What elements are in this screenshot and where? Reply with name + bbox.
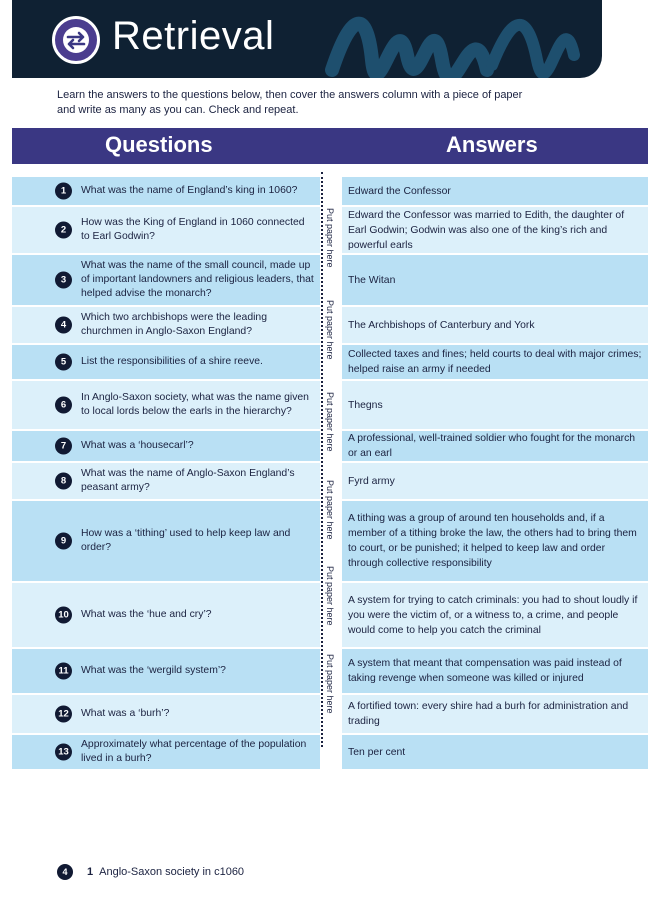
- question-number-badge: 7: [55, 438, 72, 455]
- table-row: [12, 735, 648, 769]
- put-paper-label: Put paper here: [325, 480, 335, 540]
- question-cell: [12, 381, 320, 429]
- put-paper-label: Put paper here: [325, 300, 335, 360]
- question-number-badge: 13: [55, 744, 72, 761]
- question-cell: [12, 695, 320, 733]
- swap-arrows-icon: [52, 16, 100, 64]
- answer-cell: Collected taxes and fines; held courts to deal with major crimes; helped raise an army if needed: [342, 345, 648, 379]
- question-text: What was the name of Anglo-Saxon England’s peasant army?: [81, 468, 295, 493]
- page-footer: [57, 864, 244, 880]
- question-cell: [12, 501, 320, 581]
- question-cell: [12, 255, 320, 305]
- question-number-badge: 5: [55, 354, 72, 371]
- table-row: [12, 177, 648, 205]
- question-number-badge: 8: [55, 473, 72, 490]
- questions-header: Questions: [105, 132, 213, 157]
- question-text: Approximately what percentage of the population lived in a burh?: [81, 739, 307, 764]
- answer-cell: A system for trying to catch criminals: you had to shout loudly if you were the victim of, or a witness to, a crime, and people would come to help you catch the criminal: [342, 583, 648, 647]
- question-number-badge: 12: [55, 706, 72, 723]
- question-cell: [12, 207, 320, 253]
- question-text: What was the name of England’s king in 1060?: [81, 185, 298, 196]
- question-cell: [12, 177, 320, 205]
- answer-cell: Thegns: [342, 381, 648, 429]
- put-paper-label: Put paper here: [325, 392, 335, 452]
- question-text: List the responsibilities of a shire reeve.: [81, 356, 263, 367]
- question-text: How was a ‘tithing’ used to help keep law and order?: [81, 528, 291, 553]
- question-text: In Anglo-Saxon society, what was the name given to local lords below the earls in the hierarchy?: [81, 392, 309, 417]
- answer-cell: A professional, well-trained soldier who fought for the monarch or an earl: [342, 431, 648, 461]
- question-number-badge: 10: [55, 607, 72, 624]
- brush-stroke-decoration: [312, 0, 602, 78]
- question-cell: [12, 431, 320, 461]
- chapter-number: 1: [87, 866, 94, 878]
- answer-cell: The Witan: [342, 255, 648, 305]
- question-cell: [12, 735, 320, 769]
- question-text: What was the ‘hue and cry’?: [81, 609, 212, 620]
- question-number-badge: 11: [55, 663, 72, 680]
- question-text: What was a ‘burh’?: [81, 708, 170, 719]
- question-number-badge: 4: [55, 317, 72, 334]
- question-number-badge: 6: [55, 397, 72, 414]
- answer-cell: A fortified town: every shire had a burh for administration and trading: [342, 695, 648, 733]
- paper-divider: [321, 172, 323, 747]
- question-number-badge: 1: [55, 183, 72, 200]
- page-title: Retrieval: [112, 14, 275, 58]
- answer-cell: Edward the Confessor was married to Edith, the daughter of Earl Godwin; Godwin was also one of the king’s rich and powerful earls: [342, 207, 648, 253]
- question-cell: [12, 345, 320, 379]
- answer-cell: Edward the Confessor: [342, 177, 648, 205]
- put-paper-label: Put paper here: [325, 654, 335, 714]
- question-text: Which two archbishops were the leading churchmen in Anglo-Saxon England?: [81, 312, 267, 337]
- question-text: What was the ‘wergild system’?: [81, 665, 226, 676]
- answer-cell: A tithing was a group of around ten households and, if a member of a tithing broke the law, the others had to bring them to court, or be punished; it helped to keep law and order through collective responsibility: [342, 501, 648, 581]
- question-text: What was a ‘housecarl’?: [81, 440, 194, 451]
- instructions: Learn the answers to the questions below, then cover the answers column with a piece of paper and write as many as you can. Check and repeat.: [57, 89, 523, 116]
- question-number-badge: 2: [55, 222, 72, 239]
- table-header: [12, 128, 648, 164]
- question-cell: [12, 649, 320, 693]
- question-number-badge: 3: [55, 272, 72, 289]
- answers-header: Answers: [446, 132, 538, 157]
- answer-cell: Fyrd army: [342, 463, 648, 499]
- put-paper-label: Put paper here: [325, 208, 335, 268]
- answer-cell: Ten per cent: [342, 735, 648, 769]
- question-cell: [12, 307, 320, 343]
- question-text: How was the King of England in 1060 connected to Earl Godwin?: [81, 217, 305, 242]
- question-text: What was the name of the small council, made up of important landowners and religious leaders, that helped advise the monarch?: [81, 260, 314, 299]
- banner: [12, 0, 602, 78]
- put-paper-label: Put paper here: [325, 566, 335, 626]
- question-number-badge: 9: [55, 533, 72, 550]
- question-cell: [12, 463, 320, 499]
- answer-cell: The Archbishops of Canterbury and York: [342, 307, 648, 343]
- answer-cell: A system that meant that compensation was paid instead of taking revenge when someone was killed or injured: [342, 649, 648, 693]
- chapter-title: Anglo-Saxon society in c1060: [99, 866, 245, 878]
- page-number: 4: [57, 864, 73, 880]
- question-cell: [12, 583, 320, 647]
